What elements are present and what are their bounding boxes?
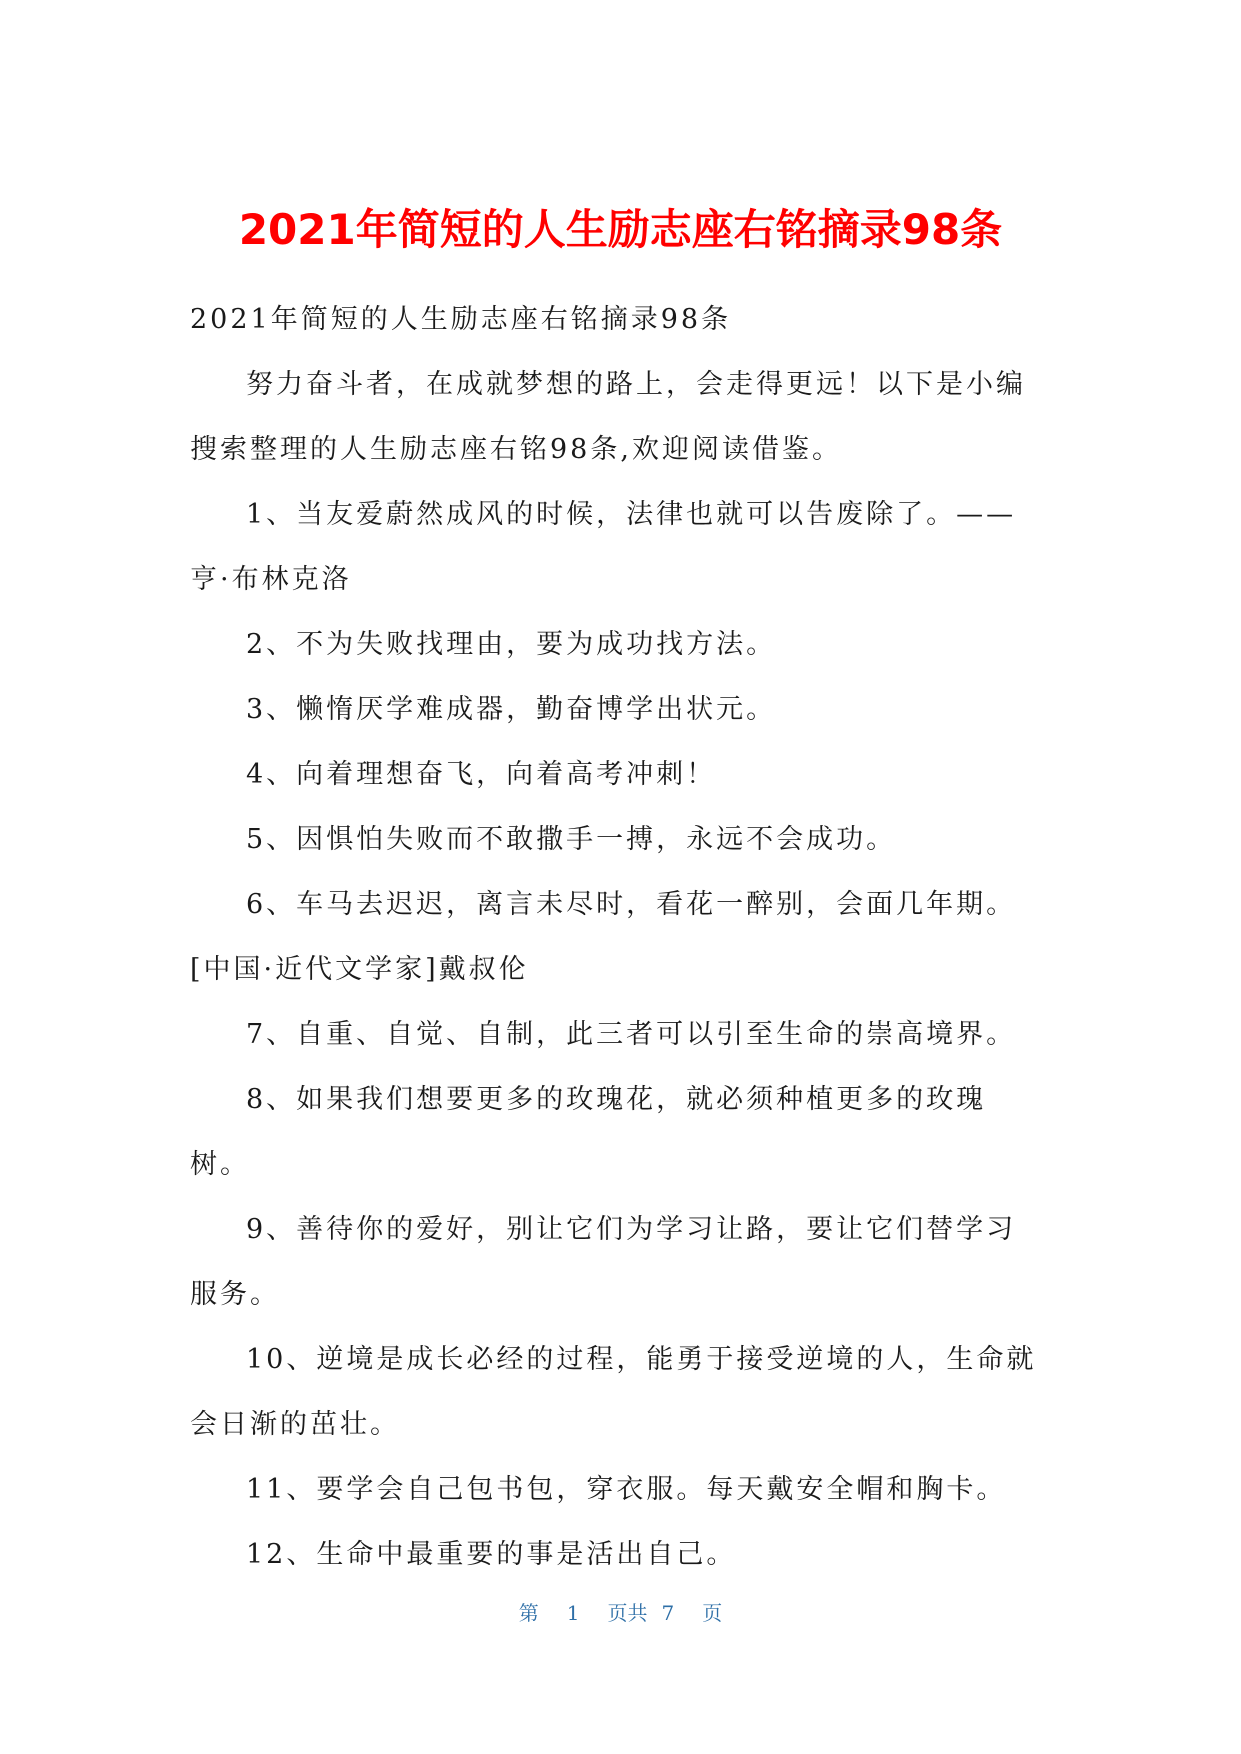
footer-page-prefix: 第 — [518, 1601, 539, 1625]
list-item: 4、向着理想奋飞，向着高考冲刺！ — [246, 759, 717, 790]
document-subtitle: 2021年简短的人生励志座右铭摘录98条 — [190, 304, 732, 335]
list-item: 10、逆境是成长必经的过程，能勇于接受逆境的人，生命就会日渐的茁壮。 — [190, 1344, 1037, 1440]
page-footer — [0, 1598, 1241, 1628]
footer-total-pages: 7 — [661, 1601, 675, 1625]
list-item: 2、不为失败找理由，要为成功找方法。 — [246, 629, 777, 660]
document-title: 2021年简短的人生励志座右铭摘录98条 — [238, 205, 1003, 254]
document-body — [190, 287, 1045, 1587]
footer-page-number: 1 — [566, 1601, 580, 1625]
list-item: 8、如果我们想要更多的玫瑰花，就必须种植更多的玫瑰树。 — [190, 1084, 987, 1180]
list-item: 3、懒惰厌学难成器，勤奋博学出状元。 — [246, 694, 777, 725]
footer-page-suffix: 页 — [702, 1601, 723, 1625]
footer-page-middle: 页共 — [607, 1601, 648, 1625]
list-item: 5、因惧怕失败而不敢撒手一搏，永远不会成功。 — [246, 824, 897, 855]
list-item: 9、善待你的爱好，别让它们为学习让路，要让它们替学习服务。 — [190, 1214, 1017, 1310]
list-item: 7、自重、自觉、自制，此三者可以引至生命的崇高境界。 — [246, 1019, 1017, 1050]
list-item: 11、要学会自己包书包，穿衣服。每天戴安全帽和胸卡。 — [246, 1474, 1007, 1505]
list-item: 12、生命中最重要的事是活出自己。 — [246, 1539, 737, 1570]
intro-paragraph: 努力奋斗者，在成就梦想的路上，会走得更远！以下是小编搜索整理的人生励志座右铭98条,欢迎阅读借鉴。 — [190, 369, 1026, 465]
list-item: 6、车马去迟迟，离言未尽时，看花一醉别，会面几年期。[中国·近代文学家]戴叔伦 — [190, 889, 1017, 985]
list-item: 1、当友爱蔚然成风的时候，法律也就可以告废除了。——亨·布林克洛 — [190, 499, 1017, 595]
